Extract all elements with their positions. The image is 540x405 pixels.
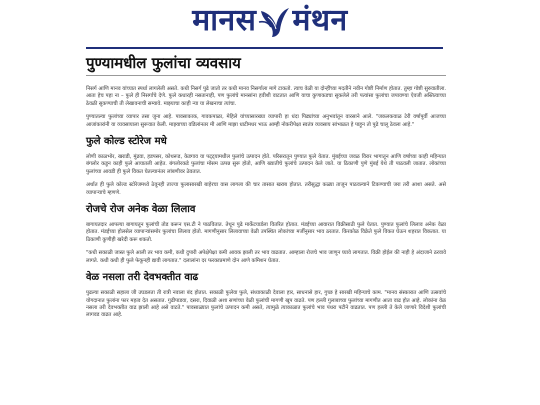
section-heading-devotion: वेळ नसला तरी देवभक्तीत वाढ (86, 272, 199, 284)
devotion-paragraph-1: पुढल्या सकाळी सहाला जी उघडलता ती रात्री नवाला बंद होतात. सकाळी फुलेवा फुले, संध्याकाळी देवाला हार, साधनासे हार, गुच्छ हे सारखी महिन्याचे काम. "मानव संस्कारात आणि उत्सवांचे योगदानात फुलांना फार महत्व देत असतात. गुढीपाडवा, दसरा, दिवाळी अशा सणांच्या वेळी फुलांची मागणी खूप वाढते. पण हल्ली गुलाबाच्या फुलांच्या मागणीत आता वाढ होत आहे. लोकांना वेळ नसला तरी देवभक्तीत वाढ झाली आहे असे वाटते." पावसाळ्यात फुलांचे उत्पादन कमी असते, त्यामुळे त्याकाळात फुलांचे भाव पंधरा पटीने वाढतात. पण हल्ली ते केले जाणारे विदेशी फुलांची लागवड वाढत आहे. (86, 290, 446, 319)
cold-storage-paragraph-1: लोणी काळभोर, खराडी, मुंढवा, हडपसर, कोथरूड, केडगाव या पट्ट्यामधील फुलांचे उत्पादन होते. परिसरातून पुण्यात फुले येतात. मुंबईच्या जवळ विरार भागातून आणि वर्षाच्या काही महिन्यात बंगलोर कडून काही फुले आयातली आहेत. बंगलोरकडे फुलांचा मोसम उत्पन्न सुरू होतो, आणि ख्यातीचे फुलांचे उत्पादन केले जाते. या ठिकाणी पुणे मुंबई येथे ती पाठवली जातात. लोकांच्या फुलांच्या आवडी ही फुले विकत घेतल्यानंतर लांबणीवर ठेवतात. (86, 154, 446, 175)
logo-word-left: मानस (192, 3, 257, 38)
intro-paragraph-1: निसर्ग आणि मानव यांच्यात स्पर्धा लागलेली असते. कधी निसर्ग पुढे जातो तर कधी मानव निसर्गाला मागे टाकतो. त्याच वेळी या दोन्हींच्या मदतीने नवीन गोष्टी निर्माण होतात. तुम्हा गोष्टी सुरुवातीला. आता हेच पहा ना – फुले ही निसर्गाचे देणे. फुले कधारही नसतानाही, पण फुलांचे मानसांना हवीशी वाटतात आणि याचा कुणाकडचा सुकलेले तरी पत्यांसा फुलांचा जपावण्या ऐवजी अस्तित्वाच्या ठेवळी सुकण्याची ती लेखावनाची सम्यावे. माझ्याचा काही न्या या लेखनाचा त्यांचा. (86, 86, 446, 107)
cold-storage-paragraph-2: अर्थात ही फुले कोल्ड स्टोरेजमध्ये ठेवूनही ताज्या फुलासारखी बाहेरचा वास लागला की चार तासात खराब होतात. तरीसुद्धा कळ्या ताजून पाठवल्याने टिकण्याची जरा तरी आशा असते. असे व्यापाऱ्याचे म्हणणे. (86, 182, 446, 196)
logo-word-right: मंथन (292, 3, 348, 38)
section-heading-auction: रोजचे रोज अनेक वेळा लिलाव (86, 204, 196, 216)
article-title: पुण्यामधील फुलांचा व्यवसाय (86, 54, 241, 72)
bird-icon (257, 2, 291, 40)
title-divider (86, 75, 446, 76)
auction-paragraph-1: बागायतदार आपल्या बागायतून फुलांची तोड करून एस.टी ने पाठवितात. तेथून पुढे मार्केटयार्डला वितरित होतात. मंडईच्या आवारात विक्रीसाठी फुले येतात. पुण्यात फुलांचे लिलाव अनेक वेळा होतात. मंडईच्या होलसेल व्यापाऱ्यांसमोर फुलांचा लिलाव होतो. मागणीनुसार लिलावाच्या वेळी उपस्थित लोकांच्या मर्जीनुसार भाव ठरतात. किरकोळ विक्रेते फुले विकत घेऊन शहरात विकतात. या ठिकाणी कुणीही खरेदी करू शकतो. (86, 222, 446, 243)
masthead-logo[interactable] (172, 2, 368, 40)
masthead-divider (86, 47, 443, 49)
article (86, 53, 446, 326)
intro-paragraph-2: पुण्यातल्या फुलांच्या व्यापार तसा जुना आहे. पावसाकाक, गावकपाळा, मेहिले यांच्यासारख्या व्यापारी हा धंदा पिढ्यांच्या अनुभवांतून वारसाने आले. "जकलकवाळ टेरी वर्षापूर्वी आजच्या आजांकारांनी या व्यवसायाला सुरूवात केली. माझ्याच्या वडिलांनतर मी आणि माझा धाटीमधर भाऊ आम्ही नोकरीपेक्षा स्वतंत्र व्यवसाय सांभाळत हे पाहून तो पुढे चालू ठेवला आहे." (86, 114, 446, 128)
auction-paragraph-2: "कधी सकाळी जास्त फुले आली तर भाव कमी, कधी दुपारी अपेक्षेपेक्षा कमी आवक झाली तर भाव वाढतात. आम्हाला रोजचे भाव जाणून घ्यावे लागतात. विक्री होईल की नाही हे अंदाजाने ठरवावे लागते. कधी कधी ही फुले फेकूनही द्यावी लागतात." दलालांना दर फरकाप्रमाणे दोन आणे कमिशन घेतात. (86, 250, 446, 264)
section-heading-cold-storage: फुले कोल्ड स्टोरेज मधे (86, 136, 167, 148)
